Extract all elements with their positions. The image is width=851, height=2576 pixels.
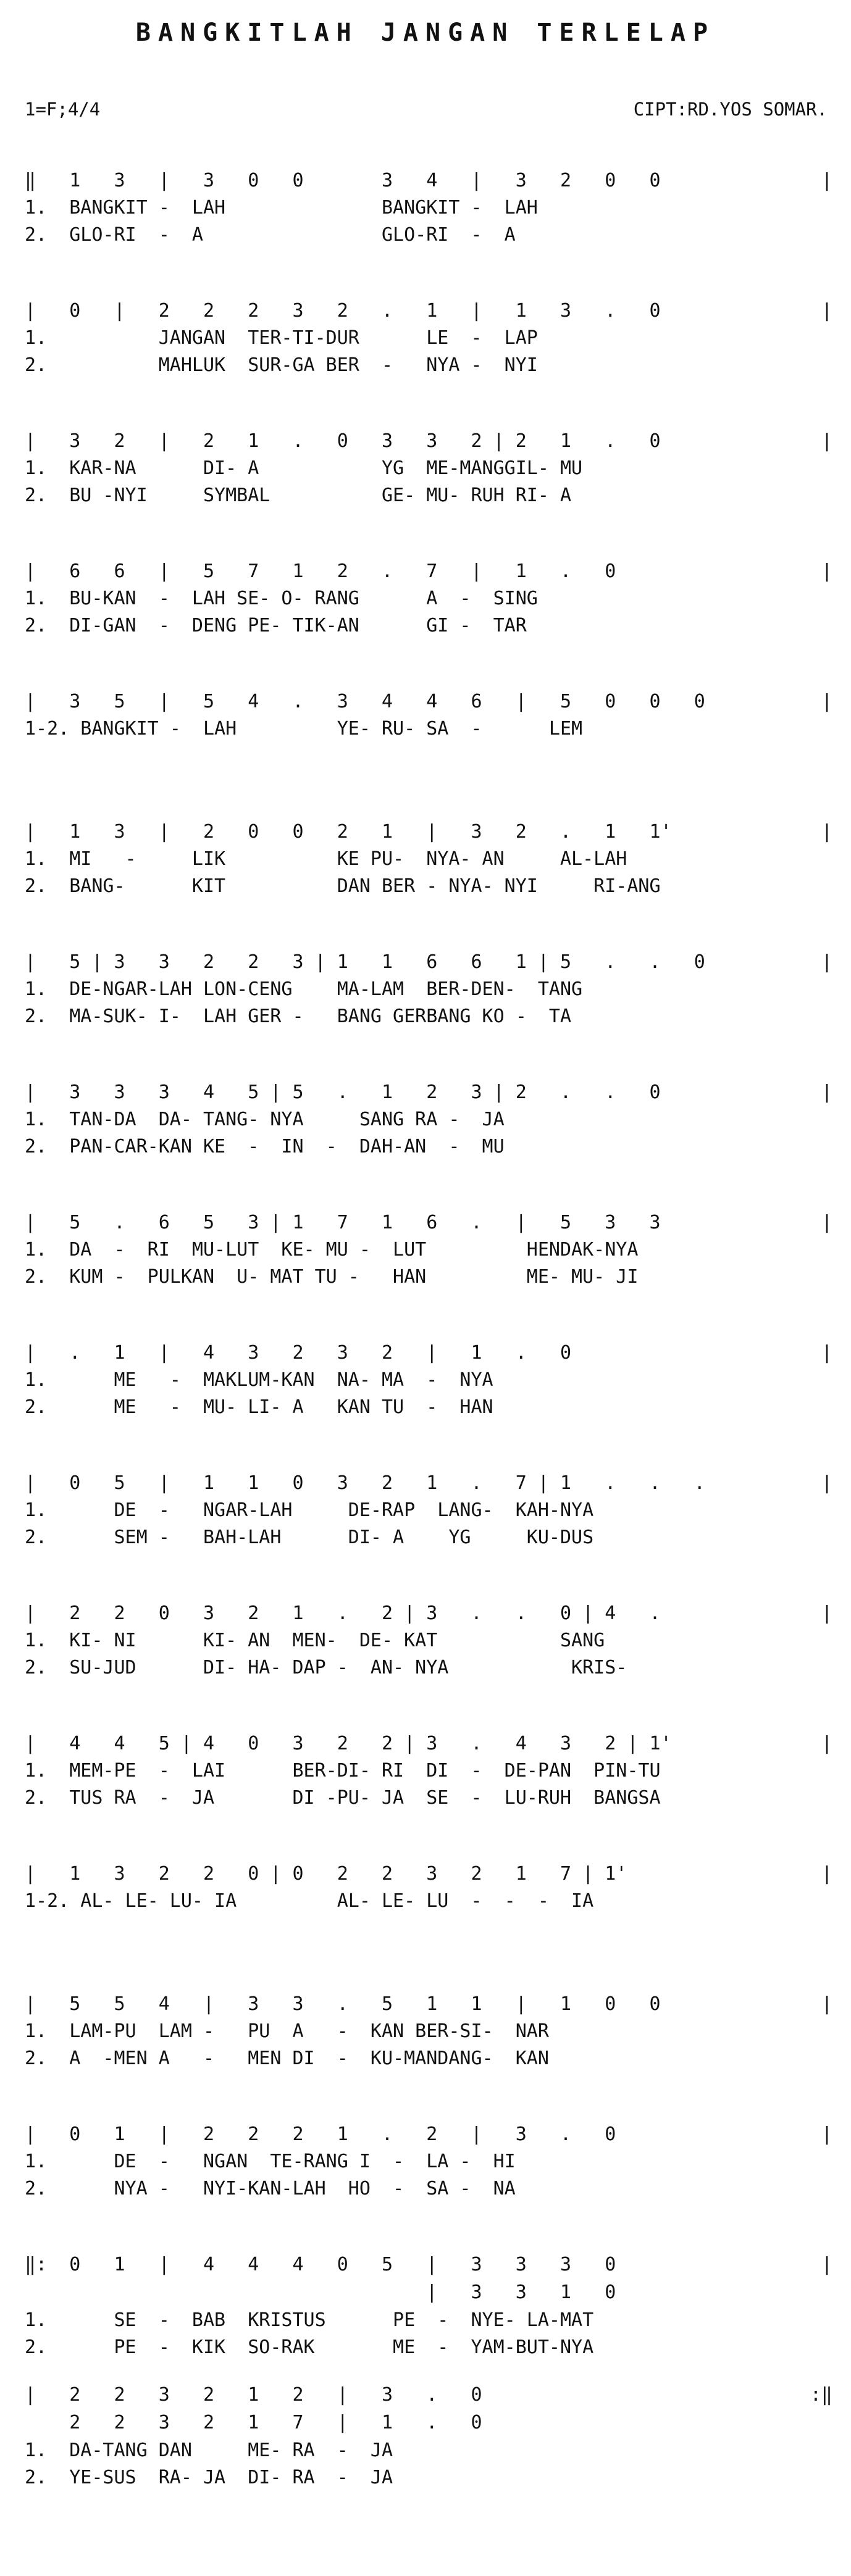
lyric-line: 2. NYA - NYI-KAN-LAH HO - SA - NA bbox=[25, 2178, 516, 2199]
barline: | bbox=[821, 430, 832, 452]
lyric-line: 2. PAN-CAR-KAN KE - IN - DAH-AN - MU bbox=[25, 1136, 505, 1157]
score-system bbox=[0, 554, 851, 685]
notation-line: | 5 . 6 5 3 | 1 7 1 6 . | 5 3 3 | bbox=[0, 1206, 851, 1236]
barline: | bbox=[821, 1472, 832, 1494]
score-system bbox=[0, 1857, 851, 1987]
barline: | bbox=[821, 1603, 832, 1624]
lyric-line: 1. JANGAN TER-TI-DUR LE - LAP bbox=[25, 327, 538, 349]
lyric-line: 2. YE-SUS RA- JA DI- RA - JA bbox=[25, 2467, 393, 2488]
notation-line: ‖ 1 3 | 3 0 0 3 4 | 3 2 0 0 | bbox=[0, 164, 851, 194]
lyric-line: 1. DE-NGAR-LAH LON-CENG MA-LAM BER-DEN- TANG bbox=[25, 978, 583, 1000]
composer-credit: CIPT:RD.YOS SOMAR. bbox=[633, 99, 828, 120]
notation-line: | 1 3 | 2 0 0 2 1 | 3 2 . 1 1' | bbox=[0, 815, 851, 846]
lyric-line: 2. TUS RA - JA DI -PU- JA SE - LU-RUH BANGSA bbox=[25, 1787, 661, 1809]
lyric-line: 2. GLO-RI - A GLO-RI - A bbox=[25, 224, 516, 246]
notation-line: ‖: 0 1 | 4 4 4 0 5 | 3 3 3 0 | bbox=[0, 2248, 851, 2278]
lyric-line: 1. MI - LIK KE PU- NYA- AN AL-LAH bbox=[25, 848, 627, 870]
barline: | bbox=[821, 561, 832, 582]
score-system bbox=[0, 2378, 851, 2508]
lyric-line: 1. KAR-NA DI- A YG ME-MANGGIL- MU bbox=[25, 457, 583, 479]
lyric-line: 1. LAM-PU LAM - PU A - KAN BER-SI- NAR bbox=[25, 2020, 549, 2042]
lyric-line: 2. MA-SUK- I- LAH GER - BANG GERBANG KO - TA bbox=[25, 1006, 572, 1027]
song-title: BANGKITLAH JANGAN TERLELAP bbox=[135, 19, 716, 47]
lyric-line: 2. BANG- KIT DAN BER - NYA- NYI RI-ANG bbox=[25, 875, 661, 897]
barline: | bbox=[821, 170, 832, 191]
barline: | bbox=[821, 2254, 832, 2275]
barline: :‖ bbox=[810, 2384, 832, 2406]
lyric-line: 1. BU-KAN - LAH SE- O- RANG A - SING bbox=[25, 588, 538, 609]
score-system bbox=[0, 2117, 851, 2248]
barline: | bbox=[821, 1733, 832, 1754]
notation-line: | 2 2 3 2 1 2 | 3 . 0 :‖ bbox=[0, 2378, 851, 2409]
lyric-line: 2. PE - KIK SO-RAK ME - YAM-BUT-NYA bbox=[25, 2336, 594, 2358]
barline: | bbox=[821, 2124, 832, 2145]
notation-line: | 4 4 5 | 4 0 3 2 2 | 3 . 4 3 2 | 1' | bbox=[0, 1727, 851, 1757]
notation-line: | 5 | 3 3 2 2 3 | 1 1 6 6 1 | 5 . . 0 | bbox=[0, 945, 851, 976]
score-system bbox=[0, 945, 851, 1075]
lyric-line: 1. ME - MAKLUM-KAN NA- MA - NYA bbox=[25, 1369, 493, 1391]
notation-line: | 0 1 | 2 2 2 1 . 2 | 3 . 0 | bbox=[0, 2117, 851, 2148]
score-system bbox=[0, 294, 851, 424]
score-system bbox=[0, 164, 851, 294]
lyric-line: 2. ME - MU- LI- A KAN TU - HAN bbox=[25, 1396, 493, 1418]
alternate-notation-line: 2 2 3 2 1 7 | 1 . 0 bbox=[25, 2412, 482, 2433]
notation-line: | 1 3 2 2 0 | 0 2 2 3 2 1 7 | 1' | bbox=[0, 1857, 851, 1888]
score-system bbox=[0, 1987, 851, 2117]
lyric-line: 2. A -MEN A - MEN DI - KU-MANDANG- KAN bbox=[25, 2048, 549, 2069]
lyric-line: 1. DE - NGAR-LAH DE-RAP LANG- KAH-NYA bbox=[25, 1499, 594, 1521]
score-system bbox=[0, 424, 851, 554]
barline: | bbox=[821, 1993, 832, 2015]
lyric-line: 2. SEM - BAH-LAH DI- A YG KU-DUS bbox=[25, 1527, 594, 1548]
lyric-line: 1-2. AL- LE- LU- IA AL- LE- LU - - - IA bbox=[25, 1890, 594, 1912]
barline: | bbox=[821, 1863, 832, 1885]
barline: | bbox=[821, 1212, 832, 1233]
lyric-line: 1-2. BANGKIT - LAH YE- RU- SA - LEM bbox=[25, 718, 583, 740]
lyric-line: 1. DA - RI MU-LUT KE- MU - LUT HENDAK-NYA bbox=[25, 1239, 639, 1261]
notation-line: | 2 2 0 3 2 1 . 2 | 3 . . 0 | 4 . | bbox=[0, 1596, 851, 1627]
score-system bbox=[0, 815, 851, 945]
alternate-notation-line: | 3 3 1 0 bbox=[25, 2282, 616, 2303]
key-signature: 1=F;4/4 bbox=[25, 99, 101, 120]
notation-line: | 3 3 3 4 5 | 5 . 1 2 3 | 2 . . 0 | bbox=[0, 1075, 851, 1106]
lyric-line: 2. BU -NYI SYMBAL GE- MU- RUH RI- A bbox=[25, 485, 572, 506]
score-system bbox=[0, 2248, 851, 2378]
notation-line: | . 1 | 4 3 2 3 2 | 1 . 0 | bbox=[0, 1336, 851, 1367]
score-system bbox=[0, 1336, 851, 1466]
barline: | bbox=[821, 951, 832, 973]
score-system bbox=[0, 1727, 851, 1857]
barline: | bbox=[821, 1082, 832, 1103]
barline: | bbox=[821, 821, 832, 843]
score-system bbox=[0, 1206, 851, 1336]
score-system bbox=[0, 1596, 851, 1727]
lyric-line: 1. BANGKIT - LAH BANGKIT - LAH bbox=[25, 197, 538, 219]
lyric-line: 1. TAN-DA DA- TANG- NYA SANG RA - JA bbox=[25, 1109, 505, 1130]
score bbox=[0, 164, 851, 2508]
notation-line: | 3 2 | 2 1 . 0 3 3 2 | 2 1 . 0 | bbox=[0, 424, 851, 455]
lyric-line: 2. SU-JUD DI- HA- DAP - AN- NYA KRIS- bbox=[25, 1657, 627, 1678]
lyric-line: 1. DA-TANG DAN ME- RA - JA bbox=[25, 2440, 393, 2461]
score-system bbox=[0, 1466, 851, 1596]
notation-line: | 0 5 | 1 1 0 3 2 1 . 7 | 1 . . . | bbox=[0, 1466, 851, 1497]
lyric-line: 1. DE - NGAN TE-RANG I - LA - HI bbox=[25, 2151, 516, 2172]
barline: | bbox=[821, 1342, 832, 1364]
barline: | bbox=[821, 691, 832, 712]
score-system bbox=[0, 685, 851, 815]
lyric-line: 2. KUM - PULKAN U- MAT TU - HAN ME- MU- JI bbox=[25, 1266, 639, 1288]
lyric-line: 2. DI-GAN - DENG PE- TIK-AN GI - TAR bbox=[25, 615, 527, 636]
lyric-line: 1. KI- NI KI- AN MEN- DE- KAT SANG bbox=[25, 1630, 605, 1651]
lyric-line: 1. MEM-PE - LAI BER-DI- RI DI - DE-PAN PIN-TU bbox=[25, 1760, 661, 1782]
barline: | bbox=[821, 300, 832, 322]
lyric-line: 2. MAHLUK SUR-GA BER - NYA - NYI bbox=[25, 354, 538, 376]
notation-line: | 5 5 4 | 3 3 . 5 1 1 | 1 0 0 | bbox=[0, 1987, 851, 2018]
notation-line: | 3 5 | 5 4 . 3 4 4 6 | 5 0 0 0 | bbox=[0, 685, 851, 715]
lyric-line: 1. SE - BAB KRISTUS PE - NYE- LA-MAT bbox=[25, 2309, 594, 2331]
notation-line: | 0 | 2 2 2 3 2 . 1 | 1 3 . 0 | bbox=[0, 294, 851, 325]
score-system bbox=[0, 1075, 851, 1206]
notation-line: | 6 6 | 5 7 1 2 . 7 | 1 . 0 | bbox=[0, 554, 851, 585]
